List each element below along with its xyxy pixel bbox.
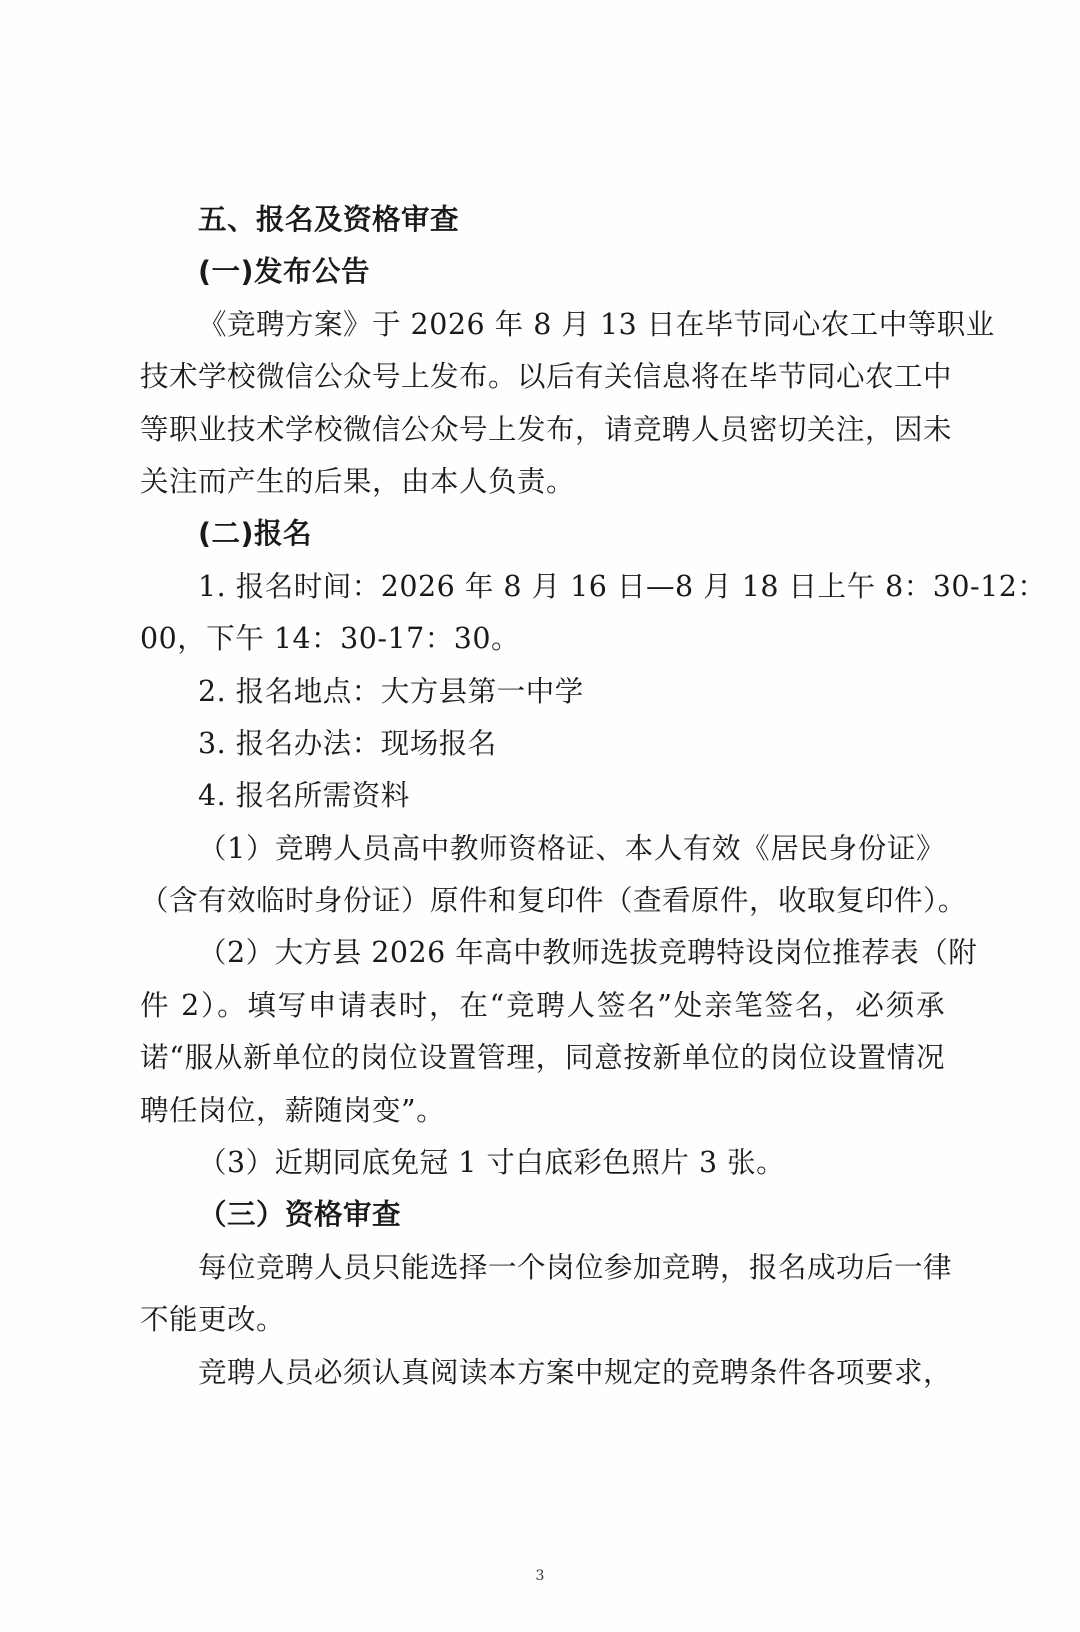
subsection-heading-announcement: (一)发布公告 <box>198 255 371 289</box>
list-item-registration-location: 2. 报名地点：大方县第一中学 <box>198 674 584 708</box>
material-item-1: （1）竞聘人员高中教师资格证、本人有效《居民身份证》 <box>198 831 945 865</box>
paragraph-line: 等职业技术学校微信公众号上发布，请竞聘人员密切关注，因未 <box>140 412 953 446</box>
paragraph-line: 《竞聘方案》于 2026 年 8 月 13 日在毕节同心农工中等职业 <box>198 307 995 341</box>
material-item-2: （2）大方县 2026 年高中教师选拔竞聘特设岗位推荐表（附 <box>198 936 978 970</box>
material-item-1-cont: （含有效临时身份证）原件和复印件（查看原件，收取复印件）。 <box>140 884 967 918</box>
list-item-registration-time-cont: 00，下午 14：30-17：30。 <box>140 622 521 656</box>
material-item-2-cont: 诺“服从新单位的岗位设置管理，同意按新单位的岗位设置情况 <box>140 1041 945 1075</box>
subsection-heading-qualification: （三）资格审查 <box>198 1198 402 1232</box>
paragraph-line: 关注而产生的后果，由本人负责。 <box>140 464 576 498</box>
material-item-2-cont: 聘任岗位，薪随岗变”。 <box>140 1093 446 1127</box>
subsection-heading-registration: (二)报名 <box>198 517 313 551</box>
paragraph-line: 竞聘人员必须认真阅读本方案中规定的竞聘条件各项要求， <box>198 1355 953 1389</box>
page-number: 3 <box>535 1568 545 1584</box>
paragraph-line: 技术学校微信公众号上发布。以后有关信息将在毕节同心农工中 <box>140 360 953 394</box>
section-heading: 五、报名及资格审查 <box>198 203 460 236</box>
list-item-required-materials: 4. 报名所需资料 <box>198 779 410 813</box>
material-item-2-cont: 件 2）。填写申请表时，在“竞聘人签名”处亲笔签名，必须承 <box>140 988 945 1022</box>
paragraph-line: 不能更改。 <box>140 1303 286 1337</box>
list-item-registration-time: 1. 报名时间：2026 年 8 月 16 日—8 月 18 日上午 8：30-12： <box>198 569 1047 603</box>
list-item-registration-method: 3. 报名办法：现场报名 <box>198 726 497 760</box>
material-item-3: （3）近期同底免冠 1 寸白底彩色照片 3 张。 <box>198 1146 786 1180</box>
paragraph-line: 每位竞聘人员只能选择一个岗位参加竞聘，报名成功后一律 <box>198 1250 953 1284</box>
document-body <box>140 194 1047 1399</box>
